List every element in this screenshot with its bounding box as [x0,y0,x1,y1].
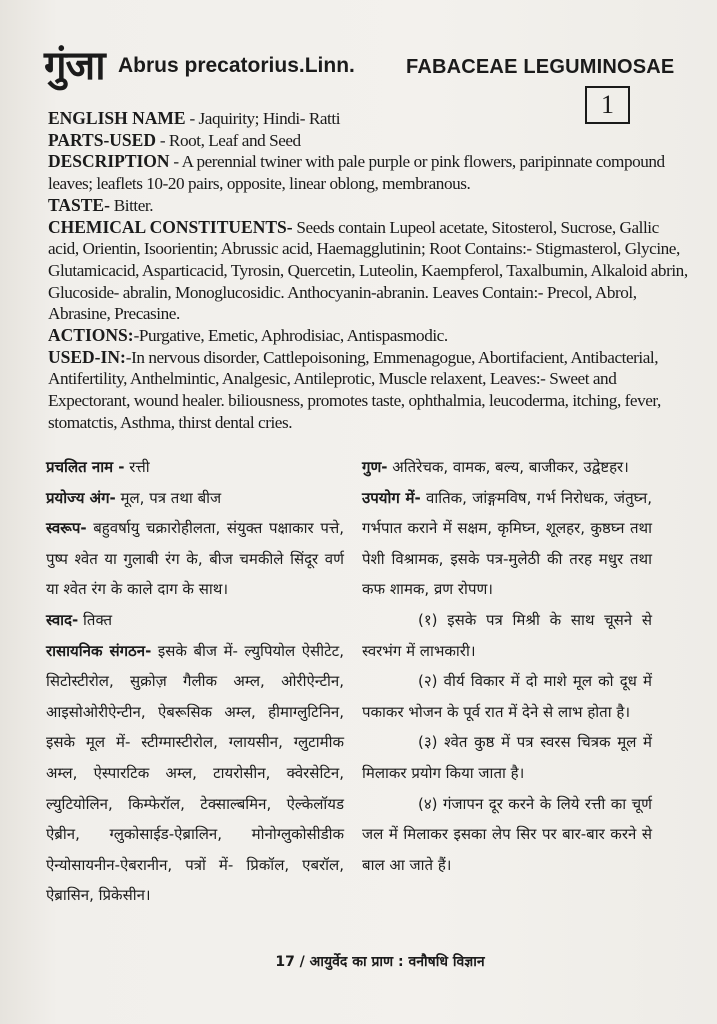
plant-family: FABACEAE LEGUMINOSAE [406,56,675,78]
chemical-hindi-label: रासायनिक संगठन- [46,641,152,660]
common-name-label: प्रचलित नाम - [46,458,125,476]
form-label: स्वरूप- [46,519,87,538]
parts-used-line [48,130,688,152]
chemical-value: Seeds contain Lupeol acetate, Sitosterol, Sucrose, Gallic acid, Orientin, Isoorientin; Abrussic acid, Haemagglutinin; Root Contains:- Stigmasterol, Glycine, Glutamicacid, Asparticacid, Tyrosin, Quercetin, Luteolin, Kaempferol, Taxalbumin, Alkaloid abrin, Glucoside- abralin, Monoglucosidic. Anthocyanin-abranin. Leaves Contain:- Precol, Abrol, Abrasine, Precasine. [48,217,688,324]
form-value: बहुवर्षायु चक्रारोहीलता, संयुक्त पक्षाकार पत्ते, पुष्प श्वेत या गुलाबी रंग के, बीज चमकीले सिंदूर वर्ण या श्वेत रंग के काले दाग के साथ। [46,519,344,599]
remedy-2: (२) वीर्य विकार में दो माशे मूल को दूध में पकाकर भोजन के पूर्व रात में देने से लाभ होता है। [362,672,652,721]
entry-number-box: 1 [585,86,630,124]
hindi-left-column [46,452,344,911]
chemical-paragraph [48,217,688,326]
english-name-line [48,108,688,130]
actions-label: ACTIONS: [48,325,134,346]
quality-paragraph [362,452,652,483]
used-in-value: -In nervous disorder, Cattlepoisoning, Emmenagogue, Abortifacient, Antibacterial, Antifertility, Anthelmintic, Analgesic, Antileprotic, Muscle relaxent, Leaves:- Sweet and Expectorant, wound healer. biliousness, promotes taste, ophthalmia, leucoderma, itching, fever, stomatctis, Asthma, thirst dental cries. [48,347,661,432]
parts-used-label: PARTS-USED [48,129,156,150]
remedy-3: (३) श्वेत कुष्ठ में पत्र स्वरस चित्रक मूल में मिलाकर प्रयोग किया जाता है। [362,733,652,782]
use-label: उपयोग में- [362,488,421,507]
part-used-value: मूल, पत्र तथा बीज [115,488,222,507]
taste-value: Bitter. [109,195,154,215]
botanical-name: Abrus precatorius.Linn. [118,54,355,77]
chemical-label: CHEMICAL CONSTITUENTS- [48,216,293,237]
quality-label: गुण- [362,458,388,476]
hindi-taste-label: स्वाद- [46,610,79,629]
common-name-line [46,452,344,483]
description-label: DESCRIPTION [48,151,170,172]
use-paragraph [362,483,652,605]
page-header [44,34,694,94]
used-in-label: USED-IN: [48,346,126,367]
page-footer: 17 / आयुर्वेद का प्राण : वनौषधि विज्ञान [275,954,485,970]
english-section [48,108,688,434]
hindi-taste-line [46,605,344,636]
part-used-label: प्रयोज्य अंग- [46,488,116,507]
remedy-4: (४) गंजापन दूर करने के लिये रत्ती का चूर्ण जल में मिलाकर इसका लेप सिर पर बार-बार करने से बाल आ जाते हैं। [362,794,652,874]
hindi-taste-value: तिक्त [78,610,113,629]
description-paragraph [48,151,688,194]
hindi-right-column [362,452,652,880]
remedy-1: (१) इसके पत्र मिश्री के साथ चूसने से स्वरभंग में लाभकारी। [362,610,652,660]
taste-label: TASTE- [48,194,110,215]
used-in-paragraph [48,347,688,434]
common-name-value: रत्ती [124,458,150,476]
parts-used-value: - Root, Leaf and Seed [155,130,301,150]
actions-line [48,325,688,347]
form-paragraph [46,513,344,605]
use-value: वातिक, जांङ्गमविष, गर्भ निरोधक, जंतुघ्न, गर्भपात कराने में सक्षम, कृमिघ्न, शूलहर, कुष्ठघ्न तथा पेशी विश्रामक, इसके पत्र-मुलेठी की तरह मधुर तथा कफ शामक, व्रण रोपण। [362,488,652,599]
actions-value: -Purgative, Emetic, Aphrodisiac, Antispasmodic. [133,326,448,346]
taste-line [48,195,688,217]
description-value: - A perennial twiner with pale purple or pink flowers, paripinnate compound leaves; leaflets 10-20 pairs, opposite, linear oblong, membranous. [48,152,665,194]
english-name-value: - Jaquirity; Hindi- Ratti [185,109,341,128]
chemical-hindi-paragraph [46,636,344,911]
part-used-line [46,483,344,514]
english-name-label: ENGLISH NAME [48,108,186,128]
hindi-plant-name: गुंजा [44,43,105,89]
quality-value: अतिरेचक, वामक, बल्य, बाजीकर, उद्वेष्टहर। [387,458,629,476]
chemical-hindi-value: इसके बीज में- ल्युपियोल ऐसीटेट, सिटोस्टीरोल, सुक्रोज़ गैलीक अम्ल, ओरीऐन्टीन, आइसोओरीऐन्टीन, ऐबरूसिक अम्ल, हीमाग्लुटिनिन, इसके मूल में- स्टीग्मास्टीरोल, ग्लायसीन, ग्लुटामीक अम्ल, ऐस्पारटिक अम्ल, टायरोसीन, क्वेरसेटिन, ल्युटियोलिन, किम्फेरॉल, टेक्साल्बमिन, ऐल्केलॉयड ऐब्रीन, ग्लुकोसाईड-ऐब्रालिन, मोनोग्लुकोसीडीक ऐन्योसायनीन-ऐबरानीन, पत्रों में- प्रिकॉल, एबरॉल, ऐब्रासिन, प्रिकेसीन। [46,641,344,905]
